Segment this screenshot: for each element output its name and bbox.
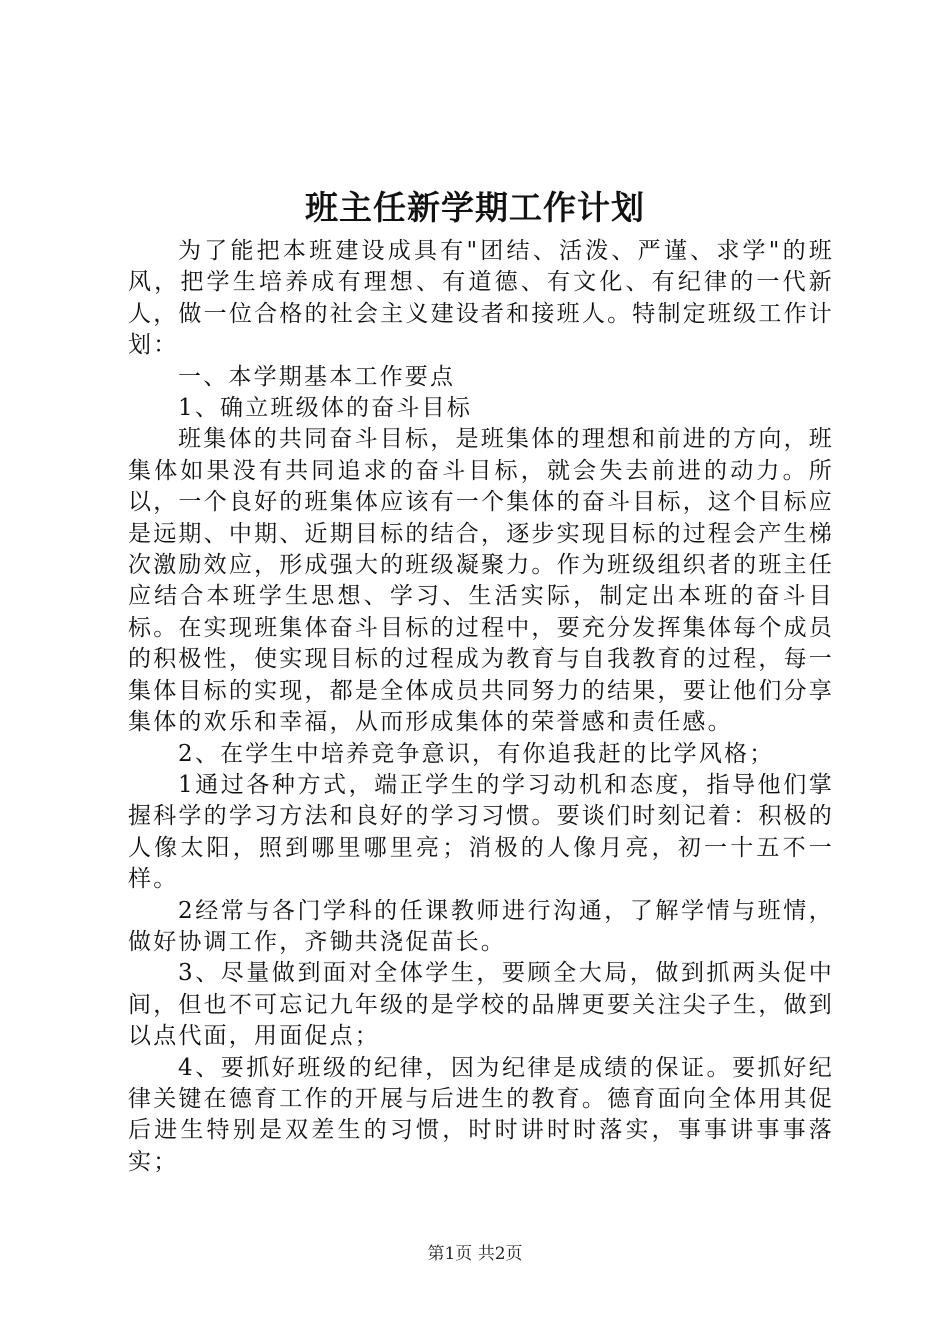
document-body xyxy=(128,236,834,1178)
subheading-2: 2、在学生中培养竞争意识，有你追我赶的比学风格； xyxy=(178,740,775,767)
point-2-paragraph: 2经常与各门学科的任课教师进行沟通，了解学情与班情，做好协调工作，齐锄共浇促苗长。 xyxy=(128,897,834,955)
point-1-paragraph: 1通过各种方式，端正学生的学习动机和态度，指导他们掌握科学的学习方法和良好的学习习惯。要谈们时刻记着：积极的人像太阳，照到哪里哪里亮；消极的人像月亮，初一十五不一样。 xyxy=(128,771,834,893)
section-heading-1: 一、本学期基本工作要点 xyxy=(178,363,456,390)
goal-paragraph: 班集体的共同奋斗目标，是班集体的理想和前进的方向，班集体如果没有共同追求的奋斗目标，就会失去前进的动力。所以，一个良好的班集体应该有一个集体的奋斗目标，这个目标应是远期、中期、近期目标的结合，逐步实现目标的过程会产生梯次激励效应，形成强大的班级凝聚力。作为班级组织者的班主任应结合本班学生思想、学习、生活实际，制定出本班的奋斗目标。在实现班集体奋斗目标的过程中，要充分发挥集体每个成员的积极性，使实现目标的过程成为教育与自我教育的过程，每一集体目标的实现，都是全体成员共同努力的结果，要让他们分享集体的欢乐和幸福，从而形成集体的荣誉感和责任感。 xyxy=(128,426,834,736)
page-number-footer: 第1页 共2页 xyxy=(427,1244,523,1264)
point-3-paragraph: 3、尽量做到面对全体学生，要顾全大局，做到抓两头促中间，但也不可忘记九年级的是学校的品牌更要关注尖子生，做到以点代面，用面促点； xyxy=(128,960,834,1050)
subheading-1: 1、确立班级体的奋斗目标 xyxy=(178,395,473,422)
document-title: 班主任新学期工作计划 xyxy=(305,188,645,227)
intro-paragraph: 为了能把本班建设成具有"团结、活泼、严谨、求学"的班风，把学生培养成有理想、有道德、有文化、有纪律的一代新人，做一位合格的社会主义建设者和接班人。特制定班级工作计划： xyxy=(128,238,834,359)
point-4-paragraph: 4、要抓好班级的纪律，因为纪律是成绩的保证。要抓好纪律关键在德育工作的开展与后进生的教育。德育面向全体用其促后进生特别是双差生的习惯，时时讲时时落实，事事讲事事落实； xyxy=(128,1054,834,1175)
